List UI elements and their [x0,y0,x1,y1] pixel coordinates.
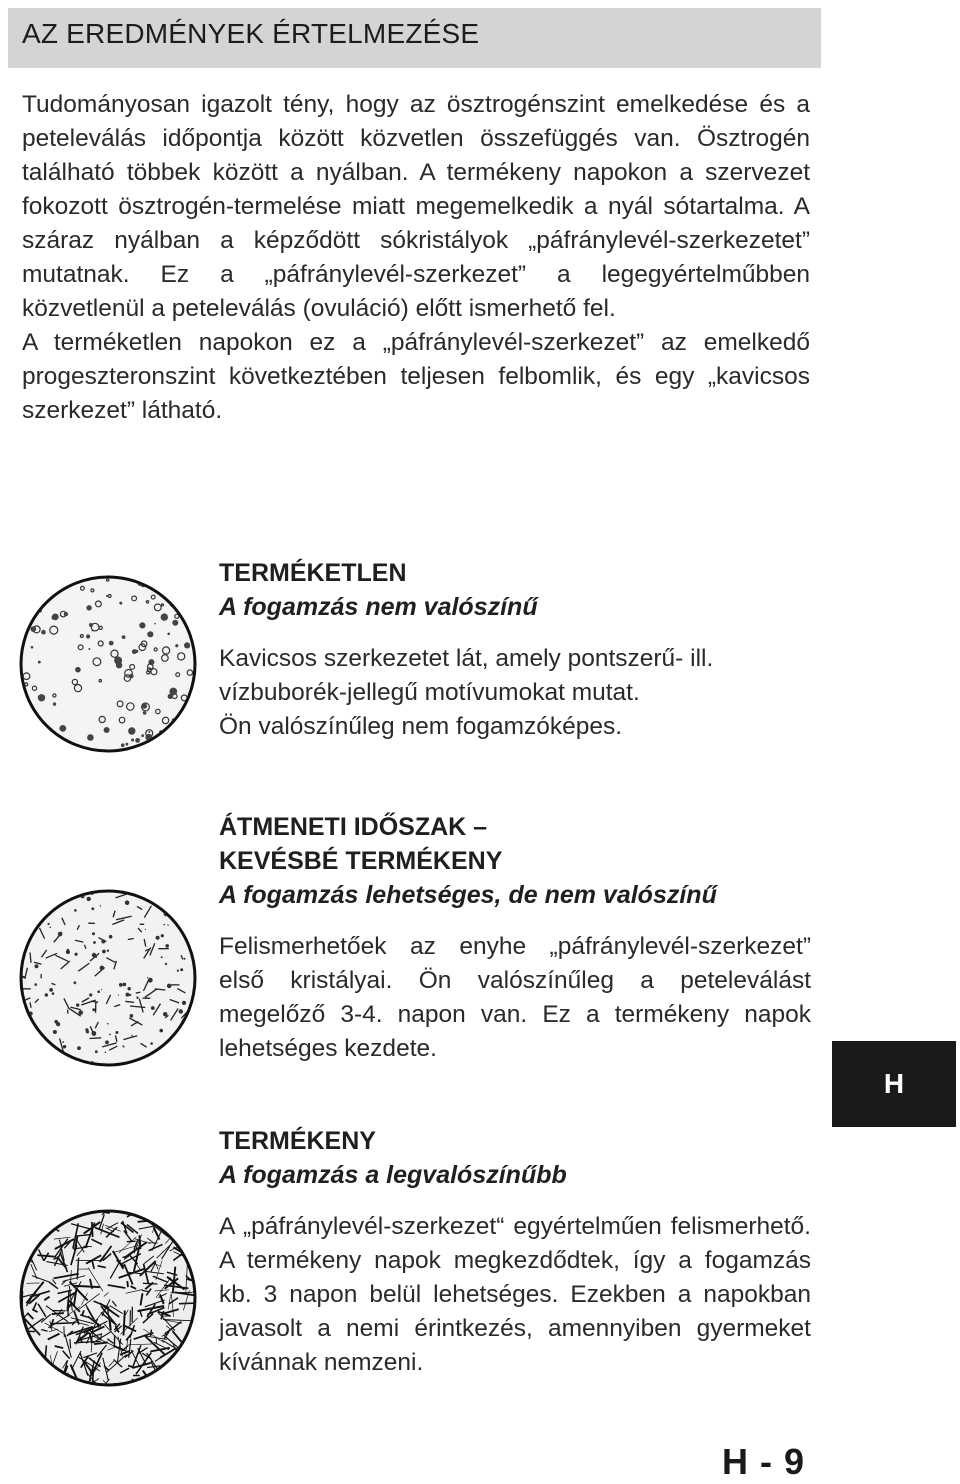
saliva-pattern-fertile-image [18,1208,198,1388]
language-tab [832,1041,956,1127]
section-fertile-subtitle: A fogamzás a legvalószínűbb [219,1161,567,1189]
section-transitional-subtitle: A fogamzás lehetséges, de nem valószínű [219,881,717,909]
section-transitional-title: ÁTMENETI IDŐSZAK – [219,813,488,841]
saliva-pattern-transitional-image [18,888,198,1068]
section-infertile-subtitle: A fogamzás nem valószínű [219,593,538,621]
section-infertile-text [219,642,811,744]
section-fertile-text: A „páfránylevél-szerkezet“ egyértelműen felismerhető. A termékeny napok megkezdődtek, így a fogamzás kb. 3 napon belül lehetséges. Ezekben a napokban javasolt a nemi érintkezés, amennyiben gyermeket kívánnak nemzeni. [219,1213,811,1376]
page-title: AZ EREDMÉNYEK ÉRTELMEZÉSE [22,18,480,49]
section-infertile-text-line-1: Kavicsos szerkezetet lát, amely pontszerű- ill. [219,645,714,672]
section-transitional [219,810,811,1066]
section-infertile-title: TERMÉKETLEN [219,559,407,587]
page-number: H - 9 [722,1441,806,1482]
saliva-pattern-infertile-image [18,574,198,754]
section-fertile-title: TERMÉKENY [219,1127,376,1155]
section-transitional-title-2: KEVÉSBÉ TERMÉKENY [219,847,503,875]
intro-paragraph-1: Tudományosan igazolt tény, hogy az ösztrogénszint emelkedése és a peteleválás időpontja között közvetlen összefüggés van. Ösztrogén található többek között a nyálban. A termékeny napokon a szervezet fokozott ösztrogén-termelése miatt megemelkedik a nyál sótartalma. A száraz nyálban a képződött sókristályok „páfránylevél-szerkezetet” mutatnak. Ez a „páfránylevél-szerkezet” a legegyértelműbben közvetlenül a peteleválás (ovuláció) előtt ismerhető fel. [22,91,810,322]
section-infertile-text-line-2: vízbuborék-jellegű motívumokat mutat. [219,679,640,706]
section-fertile [219,1124,811,1380]
section-infertile [219,556,811,744]
intro-paragraph-2: A terméketlen napokon ez a „páfránylevél-szerkezet” az emelkedő progeszteronszint következtében teljesen felbomlik, és egy „kavicsos szerkezet” látható. [22,329,810,424]
section-infertile-text-line-3: Ön valószínűleg nem fogamzóképes. [219,713,623,740]
section-transitional-text: Felismerhetőek az enyhe „páfránylevél-szerkezet” első kristályai. Ön valószínűleg a peteleválást megelőző 3-4. napon van. Ez a termékeny napok lehetséges kezdete. [219,933,811,1062]
intro-text [22,88,810,428]
language-tab-label: H [883,1068,905,1099]
